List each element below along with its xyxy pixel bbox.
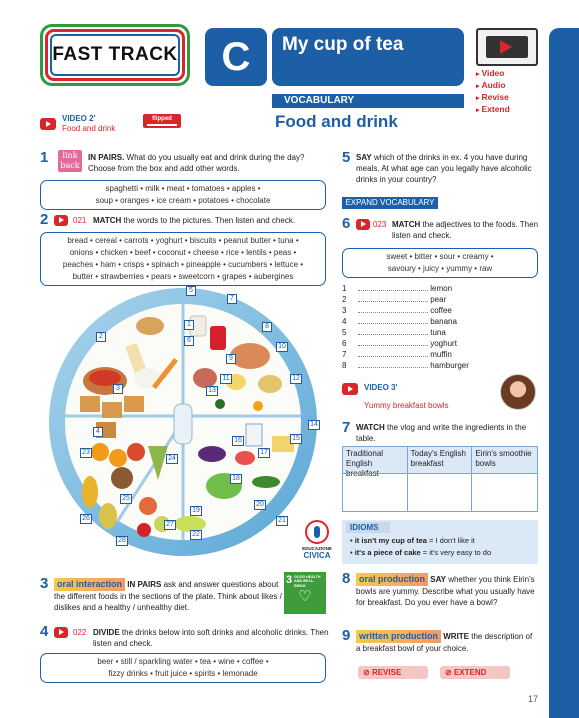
link-extend[interactable]: ▸ Extend	[476, 104, 510, 114]
video2-sub: Food and drink	[62, 124, 116, 133]
list-item[interactable]: 3 coffee	[342, 306, 452, 315]
audio-icon[interactable]	[356, 219, 370, 230]
plate-num-14: 14	[308, 420, 320, 430]
plate-num-20: 20	[254, 500, 266, 510]
video3-label: VIDEO 3'	[364, 383, 398, 392]
plate-num-23: 23	[80, 448, 92, 458]
link-audio[interactable]: ▸ Audio	[476, 80, 506, 90]
oral-production-tag: oral production	[356, 573, 428, 586]
topic-title: Food and drink	[275, 112, 398, 131]
table-cell[interactable]	[343, 473, 408, 511]
video2-label: VIDEO 2'	[62, 114, 96, 123]
list-item[interactable]: 7 muffin	[342, 350, 452, 359]
plate-num-9: 9	[226, 354, 236, 364]
plate-num-12: 12	[290, 374, 302, 384]
fast-track-text: FAST TRACK	[52, 44, 178, 65]
plate-num-2: 2	[96, 332, 106, 342]
plate-num-7: 7	[227, 294, 237, 304]
unit-title: My cup of tea	[282, 34, 404, 55]
ex1-word-box: spaghetti • milk • meat • tomatoes • apples • soup • oranges • ice cream • potatoes • chocolate	[40, 180, 326, 210]
revise-button[interactable]: ⊘ REVISE	[358, 666, 428, 679]
ingredients-table	[342, 446, 538, 512]
link-video[interactable]: ▸ Video	[476, 68, 505, 78]
plate-num-16: 16	[232, 436, 244, 446]
video3[interactable]	[342, 380, 542, 416]
plate-num-3: 3	[113, 384, 123, 394]
table-cell[interactable]	[408, 473, 473, 511]
link-icon: ⊘	[363, 668, 370, 677]
edge-bar	[549, 28, 579, 718]
list-item[interactable]: 1 lemon	[342, 284, 453, 293]
unit-letter-box	[205, 28, 267, 86]
ex4-audio: 022	[73, 628, 87, 637]
plate-num-21: 21	[276, 516, 288, 526]
list-item[interactable]: 4 banana	[342, 317, 457, 326]
plate-num-19: 19	[190, 506, 202, 516]
extend-button[interactable]: ⊘ EXTEND	[440, 666, 510, 679]
ex6-audio: 023	[373, 220, 387, 229]
link-back-icon[interactable]: link back	[58, 150, 82, 172]
video3-sub: Yummy breakfast bowls	[364, 401, 449, 410]
table-header: Today's English breakfast	[408, 447, 473, 473]
list-item[interactable]: 6 yoghurt	[342, 339, 457, 348]
plate-num-27: 27	[164, 520, 176, 530]
plate-num-5: 5	[186, 286, 196, 296]
plate-num-18: 18	[230, 474, 242, 484]
plate-num-11: 11	[220, 374, 232, 384]
ex4-word-box: beer • still / sparkling water • tea • wine • coffee • fizzy drinks • fruit juice • spirits • lemonade	[40, 653, 326, 683]
table-cell[interactable]	[472, 473, 537, 511]
plate-num-25: 25	[120, 494, 132, 504]
plate-num-17: 17	[258, 448, 270, 458]
plate-num-6: 6	[184, 336, 194, 346]
written-production-tag: written production	[356, 630, 441, 643]
list-item[interactable]: 8 hamburger	[342, 361, 469, 370]
plate-num-15: 15	[290, 434, 302, 444]
ex2-audio: 021	[73, 216, 87, 225]
expand-vocabulary-banner: EXPAND VOCABULARY	[342, 197, 438, 209]
plate-num-8: 8	[262, 322, 272, 332]
sdg-badge: 3 GOOD HEALTH AND WELL-BEING ♡	[284, 572, 326, 614]
plate-num-28: 28	[116, 536, 128, 546]
ex4-number: 4	[40, 623, 49, 640]
plate-num-26: 26	[80, 514, 92, 524]
ex6-word-box: sweet • bitter • sour • creamy • savoury • juicy • yummy • raw	[342, 248, 538, 278]
idioms-box	[342, 520, 538, 564]
oral-interaction-tag: oral interaction	[54, 578, 125, 591]
idiom-2: • it's a piece of cake = it's very easy to do	[350, 548, 492, 557]
civica-logo: EDUCAZIONE CIVICA	[294, 520, 340, 570]
video-thumb-icon[interactable]	[476, 28, 538, 66]
ex5-number: 5	[342, 149, 351, 166]
list-item[interactable]: 5 tuna	[342, 328, 446, 337]
ex6-items	[342, 283, 542, 371]
plate-num-4: 4	[93, 427, 103, 437]
ex1-number: 1	[40, 149, 49, 166]
link-revise[interactable]: ▸ Revise	[476, 92, 509, 102]
food-plate	[40, 286, 326, 558]
heartbeat-icon: ♡	[298, 588, 312, 606]
ex6-number: 6	[342, 215, 351, 232]
fast-track-logo	[40, 24, 190, 86]
play-icon[interactable]	[40, 118, 56, 130]
plate-num-13: 13	[206, 386, 218, 396]
play-icon[interactable]	[342, 383, 358, 395]
ex7-number: 7	[342, 419, 351, 436]
plate-num-22: 22	[190, 530, 202, 540]
table-header: Traditional English breakfast	[343, 447, 408, 473]
idioms-title: IDIOMS	[346, 522, 390, 533]
plate-num-24: 24	[166, 454, 178, 464]
link-icon: ⊘	[445, 668, 452, 677]
vlogger-avatar	[500, 374, 536, 410]
vocabulary-banner: VOCABULARY	[272, 94, 464, 108]
ex9-number: 9	[342, 627, 351, 644]
resource-links	[476, 68, 510, 116]
ex3-number: 3	[40, 575, 49, 592]
audio-icon[interactable]	[54, 215, 68, 226]
audio-icon[interactable]	[54, 627, 68, 638]
unit-letter: C	[221, 34, 251, 79]
unit-title-box	[272, 28, 464, 86]
page-number: 17	[528, 694, 539, 704]
video2[interactable]	[40, 114, 190, 136]
ex8-number: 8	[342, 570, 351, 587]
plate-num-1: 1	[184, 320, 194, 330]
ex2-word-box: bread • cereal • carrots • yoghurt • biscuits • peanut butter • tuna • onions • chicken • beef • coconut • cheese • rice • lentils • peas • peaches • ham • crisps • spinach • pineapple • cucumbers • lettuce • butter • strawberries • pears • sweetcorn • grapes • aubergines	[40, 232, 326, 286]
table-header: Eirin's smoothie bowls	[472, 447, 537, 473]
plate-num-10: 10	[276, 342, 288, 352]
idiom-1: • it isn't my cup of tea = I don't like it	[350, 536, 475, 545]
flipped-badge: flipped	[143, 114, 181, 128]
ex2-number: 2	[40, 211, 49, 228]
list-item[interactable]: 2 pear	[342, 295, 447, 304]
civica-icon	[305, 520, 329, 544]
